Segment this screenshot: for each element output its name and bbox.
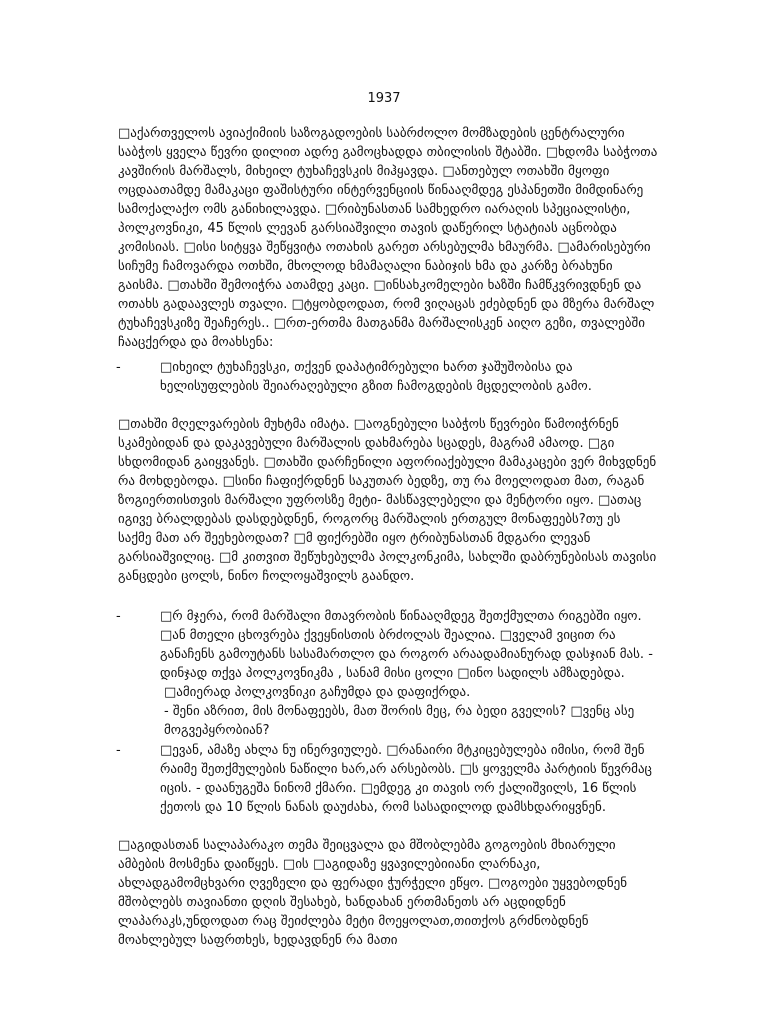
paragraph-1: □აქართველოს ავიაქიმიის საზოგადოების საბრძოლო მომზადების ცენტრალური საბჭოს ყველა წევრი დილით ადრე გამოცხადდა თბილისის შტაბში. □ხდომა საბჭოთა კავშირის მარშალს, მიხეილ ტუხაჩევსკის მიჰყავდა. □ანთებულ ოთახში მყოფი ოცდაათამდე მამაკაცი ფაშისტური ინტერვენციის წინააღმდეგ ესპანეთში მიმდინარე სამოქალაქო ომს განიხილავდა. □რიბუნასთან სამხედრო იარაღის სპეციალისტი, პოლკოვნიკი, 45 წლის ლევან გარსიაშვილი თავის დაწერილ სტატიას აცნობდა კომისიას. □ისი სიტყვა შეწყვიტა ოთახის გარეთ არსებულმა ხმაურმა. □ამარისებური სიჩუმე ჩამოვარდა ოთხში, მხოლოდ ხმამაღალი ნაბიჯის ხმა და კარზე ბრახუნი გაისმა. □თახში შემოიჭრა ათამდე კაცი. □ინსახკომელები ხაზში ჩამწკვრივდნენ და ოთახს გადაავლეს თვალი. □ტყობდოდათ, რომ ვიღაცას ეძებდნენ და მზერა მარშალ ტუხაჩევსკიზე შეაჩერეს.. □რთ-ერთმა მათგანმა მარშალისკენ აიღო გეზი, თვალებში ჩააცქერდა და მოახსენა: [118, 126, 658, 350]
list-line-question: - შენი აზრით, მის მონაფეებს, მათ შორის მეც, რა ბედი გველის? □ვენც ასე მოგვეპყრობიან? [164, 704, 635, 738]
list-item-nino-reply: □ევან, ამაზე ახლა ნუ ინერვიულებ. □რანაირი მტკიცებულება იმისი, რომ შენ რაიმე შეთქმულების ნაწილი ხარ,არ არსებობს. □ს ყოველმა პარტიის წევრმაც იცის. - დაანუგეშა ნინომ ქმარი. □ემდეგ კი თავის ორ ქალიშვილს, 16 წლის ქეთოს და 10 წლის ნანას დაუძახა, რომ სასადილოდ დამსხდარიყვნენ. [160, 743, 652, 815]
list-item-arrest-statement: □იხეილ ტუხაჩევსკი, თქვენ დაპატიმრებული ხართ ჯაშუშობისა და ხელისუფლების შეიარაღებული გზით ჩამოგდების მცდელობის გამო. [160, 360, 592, 394]
page-heading-year: 1937 [367, 91, 401, 106]
bullet-marker: - [116, 360, 121, 375]
paragraph-2: □თახში მღელვარების მუხტმა იმატა. □აოგნებული საბჭოს წევრები წამოიჭრნენ სკამებიდან და დაკავებული მარშალის დახმარება სცადეს, მაგრამ ამაოდ. □გი სხდომიდან გაიყვანეს. □თახში დარჩენილი აფორიაქებული მამაკაცები ვერ მიხვდნენ რა მოხდებოდა. □სინი ჩაფიქრდნენ საკუთარ ბედზე, თუ რა მოელოდათ მათ, რაგან ზოგიერთისთვის მარშალი უფროსზე მეტი- მასწავლებელი და მენტორი იყო. □ათაც იგივე ბრალდებას დასდებდნენ, როგორც მარშალის ერთგულ მონაფეებს?თუ ეს საქმე მათ არ შეეხებოდათ? □მ ფიქრებში იყო ტრიბუნასთან მდგარი ლევან გარსიაშვილიც. □მ კითვით შეწუხებულმა პოლკონკიმა, სახლში დაბრუნებისას თავისი განცდები ცოლს, ნინო ჩოლოყაშვილს გაანდო. [118, 417, 657, 584]
paragraph-3: □აგიდასთან სალაპარაკო თემა შეიცვალა და მშობლებმა გოგოების მხიარული ამბების მოსმენა დაიწყეს. □ის □აგიდაზე ყვავილებიიანი ლარნაკი, ახლადგამომცხვარი ღვეზელი და ფერადი ჭურჭელი ეწყო. □ოგოები უყვებოდნენ მშობლებს თავიანთი დღის შესახებ, ხანდახან ერთმანეთს არ აცდიდნენ ლაპარაკს,უნდოდათ რაც შეიძლება მეტი მოეყოლათ,თითქოს გრძნობდნენ მოახლებულ საფრთხეს, ხედავდნენ რა მათი [118, 838, 628, 948]
bullet-marker: - [116, 743, 121, 758]
list-line-colonel-pause: □ამიერად პოლკოვნიკი გაჩუმდა და დაფიქრდა. [164, 685, 471, 700]
list-item-colonel-speech: □რ მჯერა, რომ მარშალი მთავრობის წინააღმდეგ შეთქმულთა რიგებში იყო. □ან მთელი ცხოვრება ქვეყნისთის ბრძოლას შეალია. □ველამ ვიცით რა განაჩენს გამოუტანს სასამართლო და როგორ არაადამიანურად დასჯიან მას. - დინჯად თქვა პოლკოვნიკმა , სანამ მისი ცოლი □ინო სადილს ამზადებდა. [160, 609, 653, 681]
bullet-marker: - [116, 609, 121, 624]
